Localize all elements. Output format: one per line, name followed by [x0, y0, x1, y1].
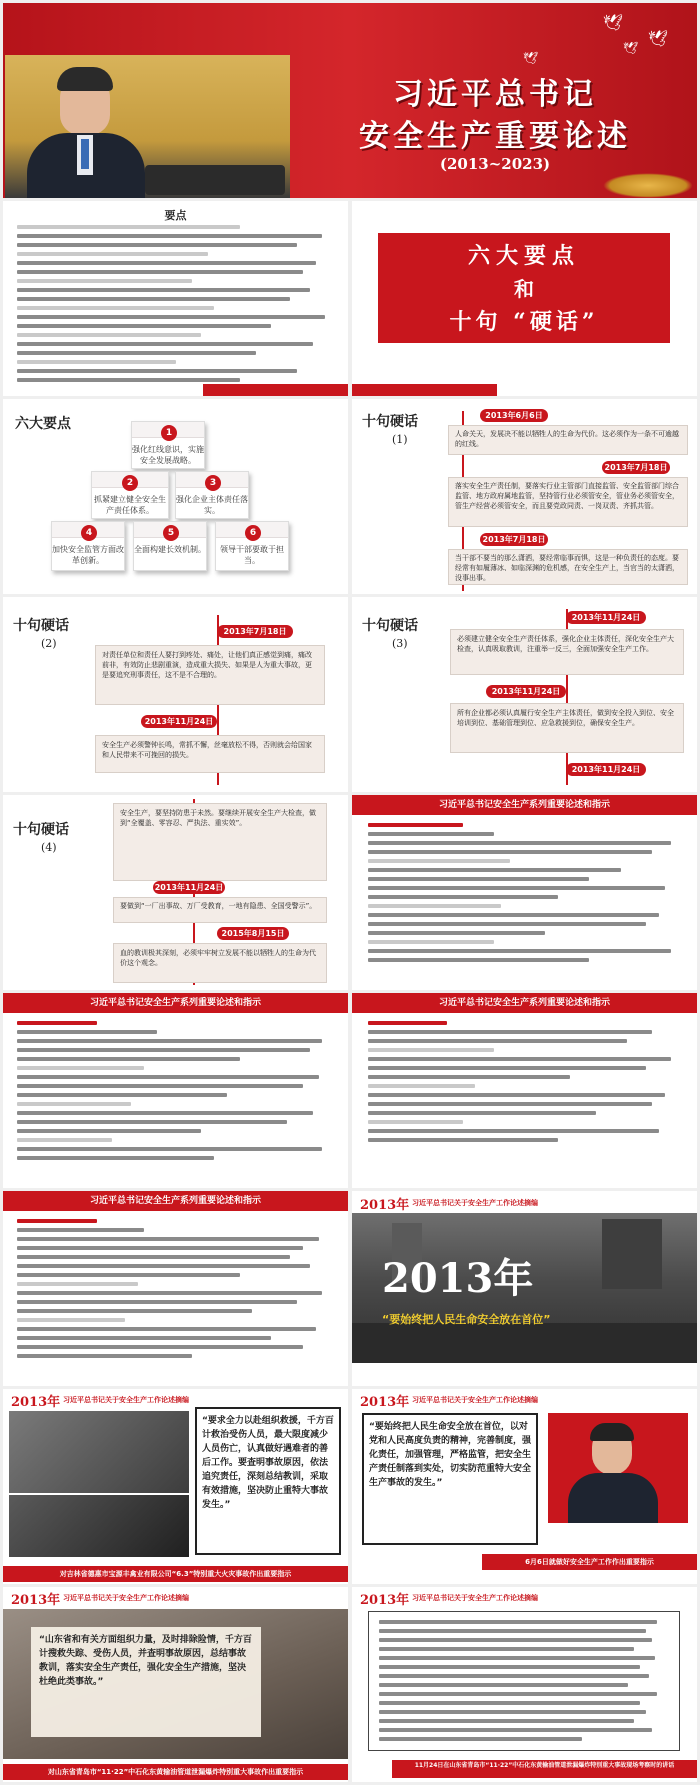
slide-ten-2 — [3, 597, 348, 792]
point-2: 抓紧建立健全安全生产责任体系。 — [91, 471, 169, 519]
slide-six-points — [3, 399, 348, 594]
ten1-date-2: 2013年7月18日 — [602, 461, 670, 474]
ten1-heading: 十句硬话 — [362, 414, 418, 430]
d-year: 2013年 — [360, 1593, 410, 1608]
a-photo-top — [9, 1411, 189, 1493]
b-portrait — [548, 1413, 688, 1523]
badge-4: 4 — [81, 525, 97, 541]
badge-5: 5 — [163, 525, 179, 541]
d-body-box — [368, 1611, 680, 1751]
slide-2013-a — [3, 1389, 348, 1584]
slide-ten-4 — [3, 795, 348, 990]
ten3-quote-1: 必须建立健全安全生产责任体系，强化企业主体责任，深化安全生产大检查，认真吸取教训，注重举一反三，全面加强安全生产工作。 — [450, 629, 684, 675]
ten2-heading: 十句硬话 — [13, 618, 69, 634]
point-1: 强化红线意识，实施安全发展战略。 — [131, 421, 205, 469]
ten2-quote-2: 安全生产必须警钟长鸣，常抓不懈，丝毫放松不得，否则就会给国家和人民带来不可挽回的损失。 — [95, 735, 325, 773]
b-quote: “要始终把人民生命安全放在首位，以对党和人民高度负责的精神，完善制度，强化责任，加强管理，严格监管，把安全生产责任制落到实处，切实防范重特大安全生产事故的发生。” — [362, 1413, 538, 1545]
c-footer: 对山东省青岛市“11·22”中石化东黄输油管道泄漏爆炸特别重大事故作出重要指示 — [3, 1764, 348, 1780]
ten1-quote-1: 人命关天，发展决不能以牺牲人的生命为代价。这必须作为一条不可逾越的红线。 — [448, 425, 688, 455]
slide-six-ten-title — [352, 201, 697, 396]
cover-2013-header: 习近平总书记关于安全生产工作论述摘编 — [412, 1199, 538, 1207]
banner-years: (2013~2023) — [439, 155, 551, 173]
banner-title-line1: 习近平总书记 — [393, 77, 597, 112]
point-6: 领导干部要敢于担当。 — [215, 521, 289, 571]
point-4: 加快安全监管方面改革创新。 — [51, 521, 125, 571]
text-a-header: 习近平总书记安全生产系列重要论述和指示 — [352, 795, 697, 815]
slide-keypoints — [3, 201, 348, 396]
title-banner — [3, 3, 697, 198]
slide-2013-c — [3, 1587, 348, 1782]
slide-text-b — [3, 993, 348, 1188]
d-footer: 11月24日在山东省青岛市“11·22”中石化东黄输油管道泄漏爆炸特别重大事故现场考察时的讲话 — [392, 1760, 697, 1778]
ten1-date-3: 2013年7月18日 — [480, 533, 548, 546]
cover-2013-quote: “要始终把人民生命安全放在首位” — [382, 1313, 551, 1326]
text-b-header: 习近平总书记安全生产系列重要论述和指示 — [3, 993, 348, 1013]
slide-ten-1 — [352, 399, 697, 594]
six-ten-line3: 十句 “硬话” — [449, 309, 599, 335]
ten2-date-1: 2013年7月18日 — [217, 625, 293, 638]
slide-text-d — [3, 1191, 348, 1386]
badge-1: 1 — [161, 425, 177, 441]
a-quote: “要求全力以赴组织救援，千方百计救治受伤人员，最大限度减少人员伤亡，认真做好遇难者的善后工作。要查明事故原因，依法追究责任，深刻总结教训，采取有效措施，坚决防止重特大事故发生。” — [195, 1407, 341, 1555]
point-3: 强化企业主体责任落实。 — [175, 471, 249, 519]
badge-6: 6 — [245, 525, 261, 541]
a-photo-bottom — [9, 1495, 189, 1557]
keypoints-body — [17, 225, 335, 387]
c-header: 习近平总书记关于安全生产工作论述摘编 — [63, 1594, 189, 1602]
leader-portrait — [5, 55, 290, 198]
b-header: 习近平总书记关于安全生产工作论述摘编 — [412, 1396, 538, 1404]
ten2-date-2: 2013年11月24日 — [141, 715, 217, 728]
slide-2013-d — [352, 1587, 697, 1782]
badge-2: 2 — [122, 475, 138, 491]
text-d-header: 习近平总书记安全生产系列重要论述和指示 — [3, 1191, 348, 1211]
slide-text-c — [352, 993, 697, 1188]
c-quote: “山东省和有关方面组织力量，及时排除险情，千方百计搜救失踪、受伤人员，并查明事故原因，总结事故教训，落实安全生产责任，强化安全生产措施，坚决杜绝此类事故。” — [31, 1627, 261, 1737]
ten4-sub: (4) — [41, 841, 57, 854]
ten4-heading: 十句硬话 — [13, 822, 69, 838]
ten3-date-3: 2013年11月24日 — [566, 763, 646, 776]
cover-2013-year: 2013年 — [360, 1198, 410, 1213]
ten4-quote-1: 安全生产，要坚持防患于未然。要继续开展安全生产大检查，做到“全覆盖、零容忍、严执法、重实效”。 — [113, 803, 327, 881]
a-footer: 对吉林省德惠市宝源丰禽业有限公司“6.3”特别重大火灾事故作出重要指示 — [3, 1566, 348, 1582]
b-footer: 6月6日就做好安全生产工作作出重要指示 — [482, 1554, 697, 1570]
cover-2013-big-year: 2013年 — [382, 1255, 534, 1302]
ten3-heading: 十句硬话 — [362, 618, 418, 634]
slide-2013-b — [352, 1389, 697, 1584]
ten1-sub: (1) — [392, 433, 408, 446]
slide-text-a — [352, 795, 697, 990]
ten4-quote-2: 要做到“一厂出事故、万厂受教育，一地有隐患、全国受警示”。 — [113, 897, 327, 923]
d-header: 习近平总书记关于安全生产工作论述摘编 — [412, 1594, 538, 1602]
slide-ten-3 — [352, 597, 697, 792]
ten3-date-2: 2013年11月24日 — [486, 685, 566, 698]
banner-title-line2: 安全生产重要论述 — [359, 119, 631, 154]
ten3-date-1: 2013年11月24日 — [566, 611, 646, 624]
six-points-heading: 六大要点 — [15, 416, 71, 432]
keypoints-heading: 要点 — [164, 209, 187, 222]
gold-ornament — [603, 173, 693, 198]
slide-2013-cover — [352, 1191, 697, 1386]
six-ten-line2: 和 — [514, 277, 534, 301]
ten4-date-2: 2015年8月15日 — [217, 927, 289, 940]
ten4-quote-3: 血的教训极其深刻，必须牢牢树立发展不能以牺牲人的生命为代价这个观念。 — [113, 943, 327, 983]
badge-3: 3 — [205, 475, 221, 491]
ten1-quote-3: 当干部不要当的那么潇洒，要经常临事而惧，这是一种负责任的态度。要经常有如履薄冰、如临深渊的危机感，在安全生产上，当官当的太潇洒，没事出事。 — [448, 549, 688, 585]
text-c-header: 习近平总书记安全生产系列重要论述和指示 — [352, 993, 697, 1013]
ten2-quote-1: 对责任单位和责任人要打到疼处、痛处，让他们真正感觉到痛，痛改前非，有效防止悲剧重演，造成重大损失、如果是人为重大事故，更是要追究刑事责任，这不是不合理的。 — [95, 645, 325, 705]
ten3-sub: (3) — [392, 637, 408, 650]
ten1-quote-2: 落实安全生产责任制，要落实行业主管部门直接监管、安全监管部门综合监管、地方政府属地监管，坚持管行业必须管安全，管业务必须管安全，管生产经营必须管安全，而且要党政同责、一岗双责、齐抓共管。 — [448, 477, 688, 527]
ten3-quote-2: 所有企业都必须认真履行安全生产主体责任，做到安全投入到位、安全培训到位、基础管理到位、应急救援到位，确保安全生产。 — [450, 703, 684, 753]
ten4-date-1: 2013年11月24日 — [154, 883, 224, 892]
point-5: 全面构建长效机制。 — [133, 521, 207, 571]
c-year: 2013年 — [11, 1593, 61, 1608]
ten2-sub: (2) — [41, 637, 57, 650]
six-ten-line1: 六大要点 — [467, 243, 580, 269]
a-header: 习近平总书记关于安全生产工作论述摘编 — [63, 1396, 189, 1404]
b-year: 2013年 — [360, 1395, 410, 1410]
ten1-date-1: 2013年6月6日 — [480, 409, 548, 422]
a-year: 2013年 — [11, 1395, 61, 1410]
dove-icons: 🕊 🕊 🕊 🕊 — [523, 13, 669, 65]
